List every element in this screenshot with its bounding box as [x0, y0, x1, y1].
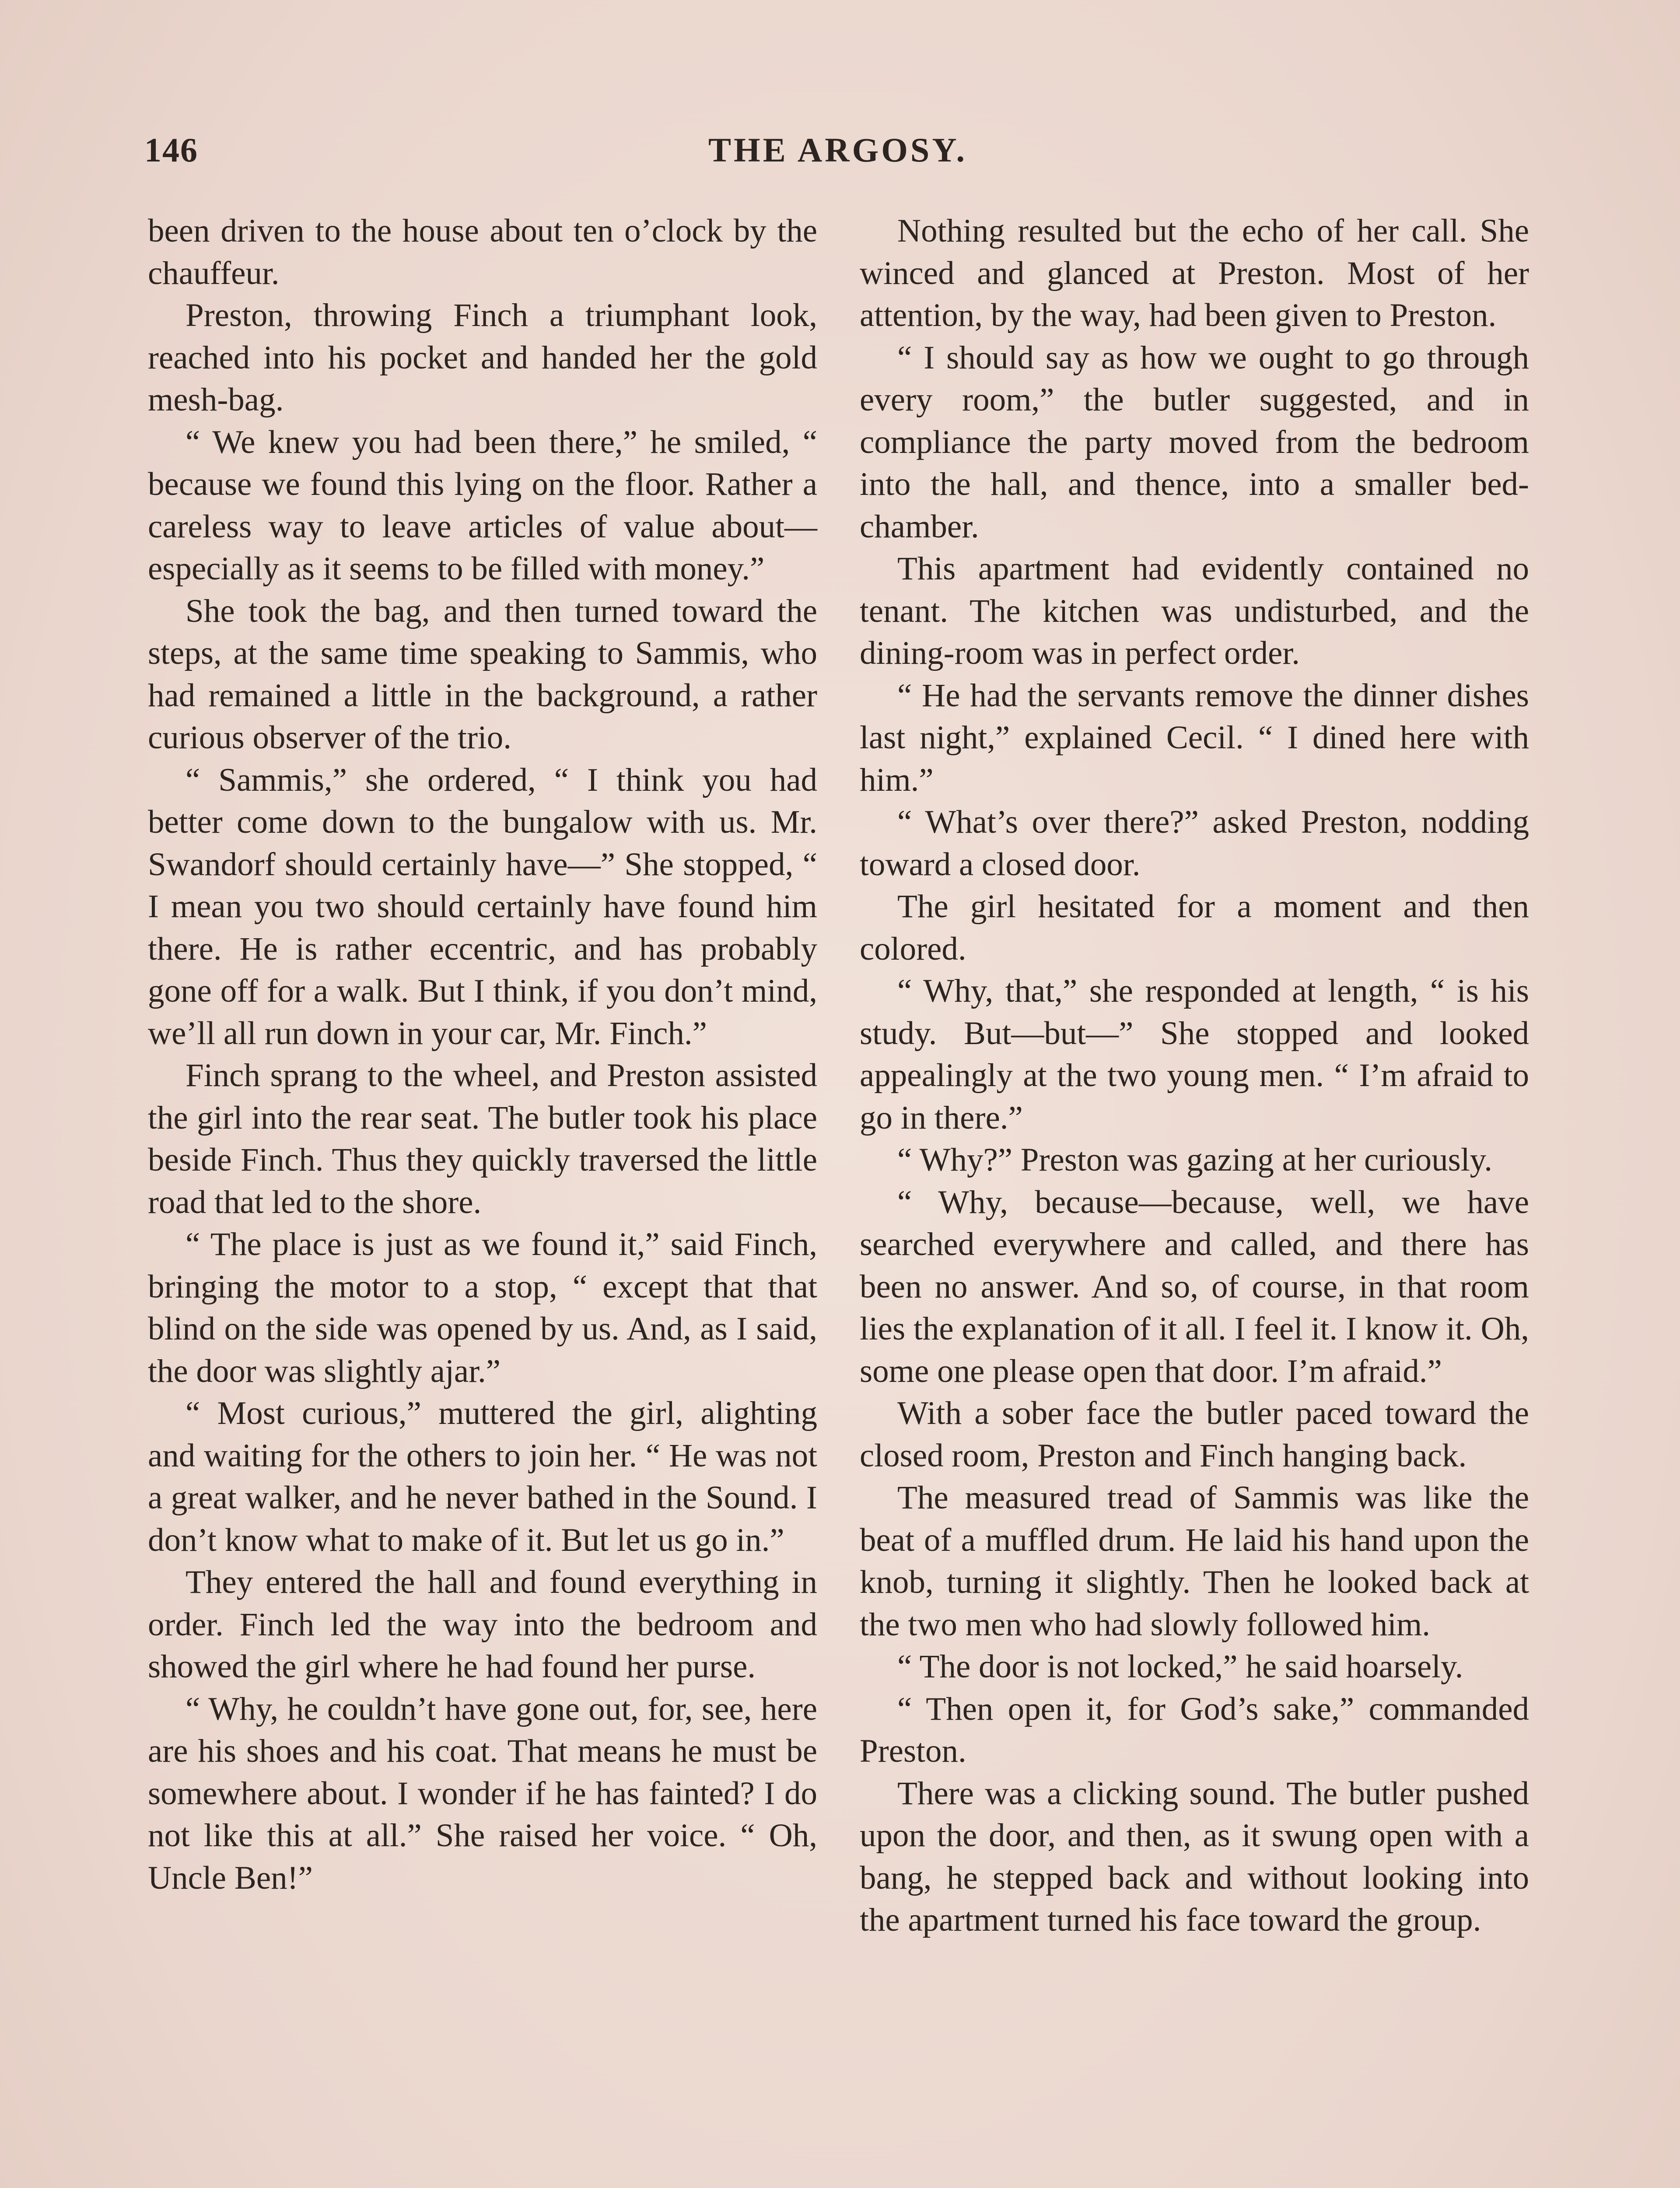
running-title: THE ARGOSY.	[708, 131, 967, 169]
paragraph: “ The door is not locked,” he said hoarsely.	[897, 1648, 1463, 1685]
paragraph: “ Why, that,” she responded at length, “ is his study. But—but—” She stopped and looked appealingly at the two young men. “ I’m afraid to go in there.”	[860, 973, 1529, 1136]
left-column	[148, 210, 817, 1899]
paragraph: The measured tread of Sammis was like the beat of a muffled drum. He laid his hand upon the knob, turning it slightly. Then he looked back at the two men who had slowly followed him.	[860, 1480, 1529, 1643]
paragraph: “ We knew you had been there,” he smiled, “ because we found this lying on the floor. Rather a careless way to leave articles of value about—especially as it seems to be filled with money.”	[148, 424, 817, 587]
paragraph: She took the bag, and then turned toward the steps, at the same time speaking to Sammis, who had remained a little in the background, a rather curious observer of the trio.	[148, 593, 817, 756]
paragraph: Finch sprang to the wheel, and Preston assisted the girl into the rear seat. The butler took his place beside Finch. Thus they quickly traversed the little road that led to the shore.	[148, 1057, 817, 1220]
paragraph: There was a clicking sound. The butler pushed upon the door, and then, as it swung open with a bang, he stepped back and without looking into the apartment turned his face toward the group.	[860, 1775, 1529, 1938]
paragraph: The girl hesitated for a moment and then colored.	[860, 888, 1529, 967]
paragraph: been driven to the house about ten o’clock by the chauffeur.	[148, 213, 817, 291]
page-header	[144, 130, 1531, 183]
paragraph: “ Why, because—because, well, we have searched everywhere and called, and there has been no answer. And so, of course, in that room lies the explanation of it all. I feel it. I know it. Oh, some one please open that door. I’m afraid.”	[860, 1184, 1529, 1389]
paragraph: “ Why, he couldn’t have gone out, for, see, here are his shoes and his coat. That means he must be somewhere about. I wonder if he has fainted? I do not like this at all.” She raised her voice. “ Oh, Uncle Ben!”	[148, 1690, 817, 1896]
right-column	[860, 210, 1529, 1942]
page-number: 146	[144, 131, 198, 169]
paragraph: “ Why?” Preston was gazing at her curiously.	[897, 1142, 1492, 1178]
paragraph: This apartment had evidently contained no tenant. The kitchen was undisturbed, and the dining-room was in perfect order.	[860, 551, 1529, 671]
paragraph: “ I should say as how we ought to go through every room,” the butler suggested, and in compliance the party moved from the bedroom into the hall, and thence, into a smaller bed-chamber.	[860, 339, 1529, 545]
paragraph: “ Most curious,” muttered the girl, alighting and waiting for the others to join her. “ He was not a great walker, and he never bathed in the Sound. I don’t know what to make of it. But let us go in.”	[148, 1395, 817, 1558]
paragraph: Nothing resulted but the echo of her call. She winced and glanced at Preston. Most of her attention, by the way, had been given to Preston.	[860, 213, 1529, 333]
paragraph: “ Sammis,” she ordered, “ I think you had better come down to the bungalow with us. Mr. Swandorf should certainly have—” She stopped, “ I mean you two should certainly have found him there. He is rather eccentric, and has probably gone off for a walk. But I think, if you don’t mind, we’ll all run down in your car, Mr. Finch.”	[148, 761, 817, 1052]
paragraph: “ Then open it, for God’s sake,” commanded Preston.	[860, 1690, 1529, 1769]
paragraph: They entered the hall and found everything in order. Finch led the way into the bedroom and showed the girl where he had found her purse.	[148, 1564, 817, 1685]
paragraph: “ What’s over there?” asked Preston, nodding toward a closed door.	[860, 804, 1529, 883]
paragraph: With a sober face the butler paced toward the closed room, Preston and Finch hanging back.	[860, 1395, 1529, 1474]
paragraph: “ He had the servants remove the dinner dishes last night,” explained Cecil. “ I dined here with him.”	[860, 677, 1529, 798]
paragraph: “ The place is just as we found it,” said Finch, bringing the motor to a stop, “ except that that blind on the side was opened by us. And, as I said, the door was slightly ajar.”	[148, 1226, 817, 1389]
paragraph: Preston, throwing Finch a triumphant look, reached into his pocket and handed her the gold mesh-bag.	[148, 297, 817, 418]
